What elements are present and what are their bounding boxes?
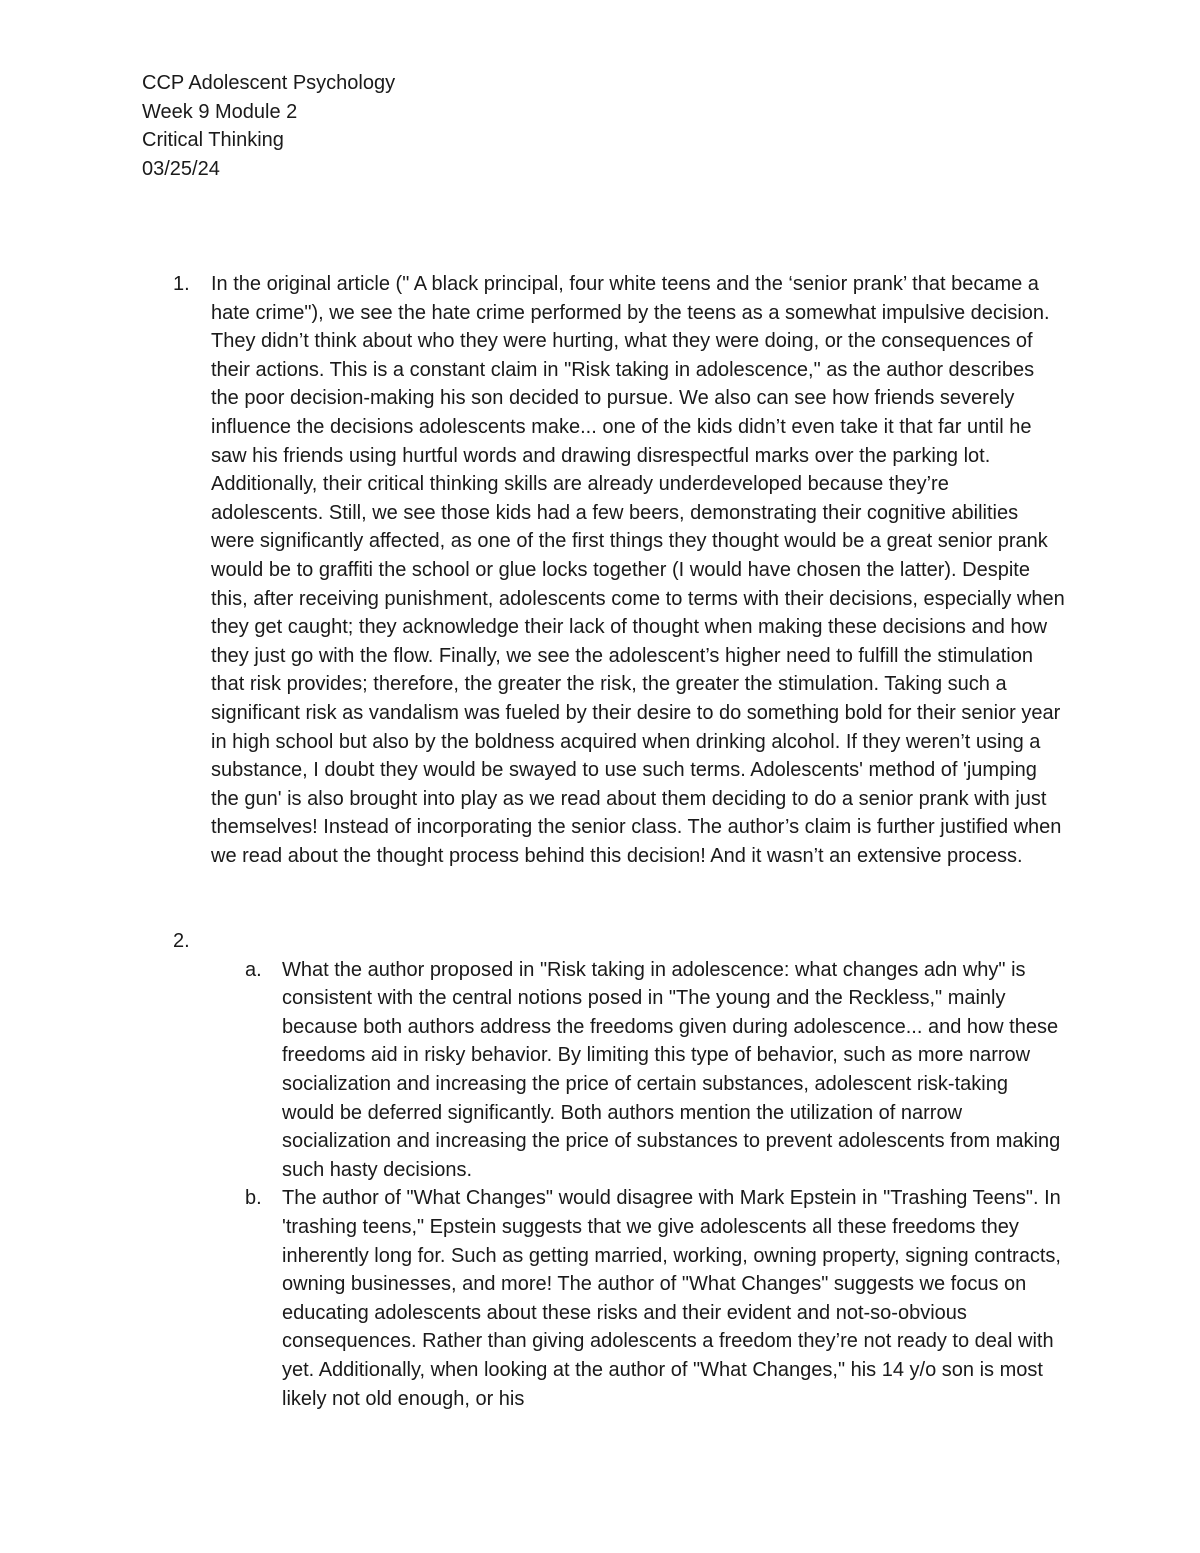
sub-item-letter: a. <box>245 958 262 981</box>
document-date: 03/25/24 <box>142 157 220 180</box>
assignment-title: Critical Thinking <box>142 129 284 152</box>
list-number: 1. <box>173 273 190 295</box>
course-title: CCP Adolescent Psychology <box>142 72 396 94</box>
list-number-line <box>173 927 1066 956</box>
module-label: Week 9 Module 2 <box>142 100 298 123</box>
answer-1-text: In the original article (" A black principal, four white teens and the ‘senior prank’ that became a hate crime"), we see the hate crime performed by the teens as a somewhat impulsive decision. They didn’t think about who they were hurting, what they were doing, or the consequences of their actions. This is a constant claim in "Risk taking in adolescence," as the author describes the poor decision-making his son decided to pursue. We also can see how friends severely influence the decisions adolescents make... one of the kids didn’t even take it that far until he saw his friends using hurtful words and drawing disrespectful marks over the parking lot. Additionally, their critical thinking skills are already underdeveloped because they’re adolescents. Still, we see those kids had a few beers, demonstrating their cognitive abilities were significantly affected, as one of the first things they thought would be a great senior prank would be to graffiti the school or glue locks together (I would have chosen the latter). Despite this, after receiving punishment, adolescents come to terms with their decisions, especially when they get caught; they acknowledge their lack of thought when making these decisions and how they just go with the flow. Finally, we see the adolescent’s higher need to fulfill the stimulation that risk provides; therefore, the greater the risk, the greater the stimulation. Taking such a significant risk as vandalism was fueled by their desire to do something bold for their senior year in high school but also by the boldness acquired when drinking alcohol. If they weren’t using a substance, I doubt they would be swayed to use such terms. Adolescents' method of 'jumping the gun' is also brought into play as we read about them deciding to do a senior prank with just themselves! Instead of incorporating the senior class. The author’s claim is further justified when we read about the thought process behind this decision! And it wasn’t an extensive process. <box>211 273 1065 867</box>
document-header <box>142 69 1062 183</box>
answer-2b-text: The author of "What Changes" would disagree with Mark Epstein in "Trashing Teens". In 'trashing teens," Epstein suggests that we give adolescents all these freedoms they inherently long for. Such as getting married, working, owning property, signing contracts, owning businesses, and more! The author of "What Changes" suggests we focus on educating adolescents about these risks and their evident and not-so-obvious consequences. Rather than giving adolescents a freedom they’re not ready to deal with yet. Additionally, when looking at the author of "What Changes," his 14 y/o son is most likely not old enough, or his <box>282 1187 1061 1410</box>
list-number: 2. <box>173 930 190 952</box>
sub-item-b <box>245 1184 1062 1413</box>
answer-2a-text: What the author proposed in "Risk taking in adolescence: what changes adn why" is consistent with the central notions posed in "The young and the Reckless," mainly because both authors address the freedoms given during adolescence... and how these freedoms aid in risky behavior. By limiting this type of behavior, such as more narrow socialization and increasing the price of certain substances, adolescent risk-taking would be deferred significantly. Both authors mention the utilization of narrow socialization and increasing the price of substances to prevent adolescents from making such hasty decisions. <box>282 958 1061 1181</box>
sub-item-a <box>245 956 1062 1185</box>
sub-item-letter: b. <box>245 1187 262 1210</box>
list-item-1 <box>173 270 1066 870</box>
list-item-2 <box>173 927 1066 1413</box>
